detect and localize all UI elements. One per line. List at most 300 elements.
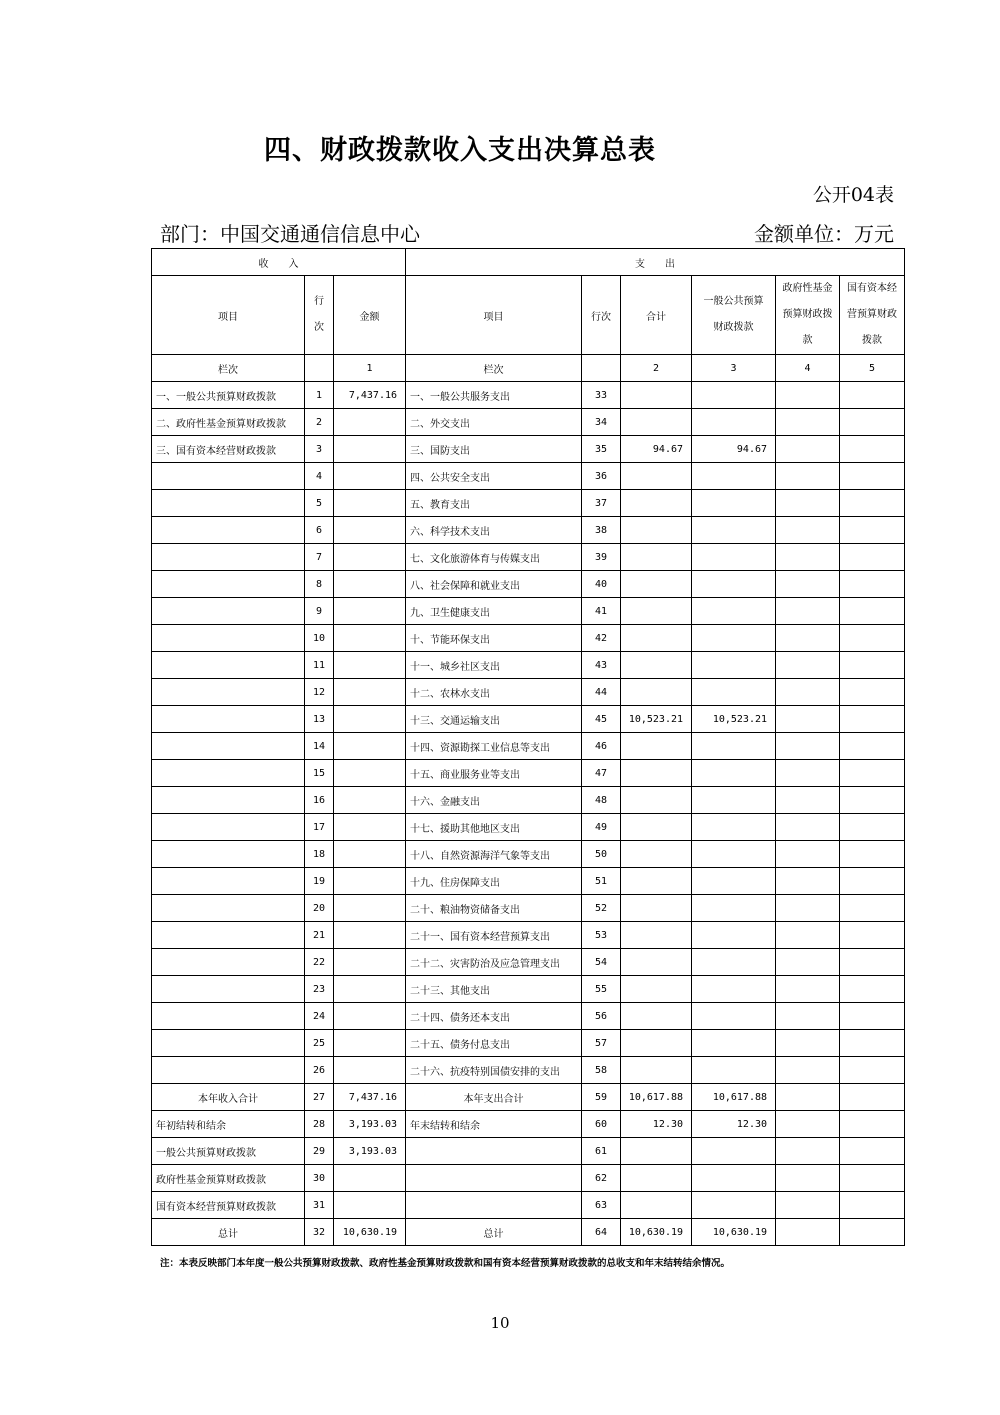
expense-total-cell bbox=[621, 787, 692, 814]
income-line-no-cell: 20 bbox=[305, 895, 334, 922]
income-item-cell bbox=[152, 490, 305, 517]
expense-item-cell: 十五、商业服务业等支出 bbox=[406, 760, 582, 787]
expense-fund-cell bbox=[776, 949, 840, 976]
expense-fund-cell bbox=[776, 1084, 840, 1111]
income-amount-cell bbox=[334, 1003, 406, 1030]
expense-state-cell bbox=[840, 895, 905, 922]
expense-general-cell bbox=[692, 922, 776, 949]
expense-total-cell bbox=[621, 949, 692, 976]
income-item-header: 项目 bbox=[152, 276, 305, 355]
income-line-no-cell: 11 bbox=[305, 652, 334, 679]
expense-state-cell bbox=[840, 679, 905, 706]
income-amount-cell bbox=[334, 436, 406, 463]
expense-state-cell bbox=[840, 1030, 905, 1057]
expense-fund-cell bbox=[776, 841, 840, 868]
income-amount-cell: 3,193.03 bbox=[334, 1111, 406, 1138]
expense-line-no-cell: 59 bbox=[582, 1084, 621, 1111]
table-row bbox=[152, 1003, 905, 1030]
expense-fund-cell bbox=[776, 1030, 840, 1057]
income-item-cell: 总计 bbox=[152, 1219, 305, 1246]
expense-state-cell bbox=[840, 409, 905, 436]
expense-line-no-cell: 50 bbox=[582, 841, 621, 868]
expense-item-cell: 一、一般公共服务支出 bbox=[406, 382, 582, 409]
expense-fund-cell bbox=[776, 1057, 840, 1084]
income-amount-cell bbox=[334, 598, 406, 625]
expense-general-cell bbox=[692, 517, 776, 544]
expense-general-cell bbox=[692, 1192, 776, 1219]
income-item-cell bbox=[152, 868, 305, 895]
income-amount-cell bbox=[334, 841, 406, 868]
income-line-no-cell: 25 bbox=[305, 1030, 334, 1057]
expense-general-cell: 94.67 bbox=[692, 436, 776, 463]
income-amount-cell bbox=[334, 625, 406, 652]
expense-item-cell: 四、公共安全支出 bbox=[406, 463, 582, 490]
col-index-label-2: 栏次 bbox=[406, 355, 582, 382]
income-amount-cell bbox=[334, 1192, 406, 1219]
page-number: 10 bbox=[490, 1314, 510, 1332]
expense-line-no-cell: 53 bbox=[582, 922, 621, 949]
income-line-no-cell: 32 bbox=[305, 1219, 334, 1246]
expense-total-cell bbox=[621, 571, 692, 598]
income-line-no-cell: 21 bbox=[305, 922, 334, 949]
expense-general-cell bbox=[692, 733, 776, 760]
expense-line-no-cell: 58 bbox=[582, 1057, 621, 1084]
income-item-cell: 一般公共预算财政拨款 bbox=[152, 1138, 305, 1165]
expense-total-cell bbox=[621, 976, 692, 1003]
income-item-cell bbox=[152, 976, 305, 1003]
income-line-no-cell: 9 bbox=[305, 598, 334, 625]
income-item-cell: 二、政府性基金预算财政拨款 bbox=[152, 409, 305, 436]
expense-line-no-cell: 60 bbox=[582, 1111, 621, 1138]
column-index-row bbox=[152, 355, 905, 382]
col-index-empty-2 bbox=[582, 355, 621, 382]
expense-general-cell: 10,630.19 bbox=[692, 1219, 776, 1246]
table-row bbox=[152, 841, 905, 868]
expense-item-cell: 十、节能环保支出 bbox=[406, 625, 582, 652]
income-item-cell bbox=[152, 571, 305, 598]
expense-state-cell bbox=[840, 1219, 905, 1246]
expense-fund-cell bbox=[776, 436, 840, 463]
expense-total-cell bbox=[621, 517, 692, 544]
table-row bbox=[152, 1219, 905, 1246]
col-index-3: 3 bbox=[692, 355, 776, 382]
unit-label: 金额单位：万元 bbox=[754, 222, 894, 246]
expense-total-cell: 12.30 bbox=[621, 1111, 692, 1138]
income-line-no-cell: 7 bbox=[305, 544, 334, 571]
col-index-4: 4 bbox=[776, 355, 840, 382]
expense-general-cell bbox=[692, 652, 776, 679]
income-item-cell bbox=[152, 841, 305, 868]
expense-state-cell bbox=[840, 1111, 905, 1138]
income-item-cell: 本年收入合计 bbox=[152, 1084, 305, 1111]
expense-general-cell bbox=[692, 1057, 776, 1084]
table-row bbox=[152, 382, 905, 409]
expense-state-cell bbox=[840, 571, 905, 598]
expense-general-cell bbox=[692, 976, 776, 1003]
expense-state-cell bbox=[840, 1084, 905, 1111]
expense-item-cell: 十九、住房保障支出 bbox=[406, 868, 582, 895]
expense-state-cell bbox=[840, 868, 905, 895]
income-amount-cell bbox=[334, 679, 406, 706]
col-index-label: 栏次 bbox=[152, 355, 305, 382]
expense-state-cell bbox=[840, 517, 905, 544]
income-line-no-cell: 31 bbox=[305, 1192, 334, 1219]
expense-item-cell: 三、国防支出 bbox=[406, 436, 582, 463]
expense-line-no-cell: 43 bbox=[582, 652, 621, 679]
income-item-cell: 三、国有资本经营财政拨款 bbox=[152, 436, 305, 463]
expense-total-cell: 10,630.19 bbox=[621, 1219, 692, 1246]
income-amount-cell bbox=[334, 814, 406, 841]
expense-general-cell bbox=[692, 571, 776, 598]
expense-total-cell bbox=[621, 733, 692, 760]
table-row bbox=[152, 1165, 905, 1192]
income-line-no-cell: 22 bbox=[305, 949, 334, 976]
table-row bbox=[152, 1084, 905, 1111]
expense-total-cell bbox=[621, 1138, 692, 1165]
income-line-no-cell: 23 bbox=[305, 976, 334, 1003]
income-item-cell bbox=[152, 1030, 305, 1057]
income-item-cell bbox=[152, 517, 305, 544]
expense-state-cell bbox=[840, 544, 905, 571]
expense-total-cell bbox=[621, 841, 692, 868]
expense-fund-cell bbox=[776, 382, 840, 409]
income-line-no-cell: 27 bbox=[305, 1084, 334, 1111]
income-amount-cell bbox=[334, 490, 406, 517]
expense-line-no-cell: 51 bbox=[582, 868, 621, 895]
expense-line-no-cell: 40 bbox=[582, 571, 621, 598]
income-amount-cell bbox=[334, 1030, 406, 1057]
expense-state-cell bbox=[840, 976, 905, 1003]
table-row bbox=[152, 625, 905, 652]
income-line-no-cell: 28 bbox=[305, 1111, 334, 1138]
col-index-5: 5 bbox=[840, 355, 905, 382]
expense-line-no-cell: 61 bbox=[582, 1138, 621, 1165]
income-line-no-cell: 16 bbox=[305, 787, 334, 814]
expense-state-cell bbox=[840, 463, 905, 490]
expense-item-cell: 年末结转和结余 bbox=[406, 1111, 582, 1138]
income-amount-cell bbox=[334, 895, 406, 922]
table-note: 注：本表反映部门本年度一般公共预算财政拨款、政府性基金预算财政拨款和国有资本经营预算财政拨款的总收支和年末结转结余情况。 bbox=[160, 1258, 731, 1269]
expense-fund-cell bbox=[776, 787, 840, 814]
income-amount-cell bbox=[334, 949, 406, 976]
income-item-cell bbox=[152, 814, 305, 841]
expense-total-cell bbox=[621, 625, 692, 652]
expense-line-no-cell: 38 bbox=[582, 517, 621, 544]
expense-line-no-cell: 57 bbox=[582, 1030, 621, 1057]
income-amount-cell bbox=[334, 544, 406, 571]
expense-line-no-cell: 48 bbox=[582, 787, 621, 814]
table-row bbox=[152, 814, 905, 841]
income-line-no-cell: 4 bbox=[305, 463, 334, 490]
expense-total-cell bbox=[621, 1030, 692, 1057]
table-row bbox=[152, 544, 905, 571]
expense-fund-cell bbox=[776, 409, 840, 436]
expense-general-cell bbox=[692, 1138, 776, 1165]
expense-line-no-cell: 34 bbox=[582, 409, 621, 436]
income-line-no-cell: 1 bbox=[305, 382, 334, 409]
department-label: 部门：中国交通通信信息中心 bbox=[160, 222, 420, 246]
expense-item-cell bbox=[406, 1165, 582, 1192]
expense-general-cell bbox=[692, 544, 776, 571]
income-line-no-cell: 18 bbox=[305, 841, 334, 868]
expense-line-no-cell: 49 bbox=[582, 814, 621, 841]
income-line-no-cell: 12 bbox=[305, 679, 334, 706]
income-amount-cell bbox=[334, 760, 406, 787]
table-row bbox=[152, 922, 905, 949]
expense-total-cell bbox=[621, 895, 692, 922]
income-line-no-cell: 26 bbox=[305, 1057, 334, 1084]
income-amount-cell bbox=[334, 1057, 406, 1084]
table-row bbox=[152, 1111, 905, 1138]
income-amount-cell bbox=[334, 571, 406, 598]
expense-fund-cell bbox=[776, 625, 840, 652]
income-amount-cell: 10,630.19 bbox=[334, 1219, 406, 1246]
table-row bbox=[152, 1030, 905, 1057]
expense-general-cell bbox=[692, 463, 776, 490]
expense-line-no-cell: 42 bbox=[582, 625, 621, 652]
expense-total-cell: 10,523.21 bbox=[621, 706, 692, 733]
expense-state-cell bbox=[840, 841, 905, 868]
expense-item-cell: 总计 bbox=[406, 1219, 582, 1246]
income-line-no-cell: 10 bbox=[305, 625, 334, 652]
expense-general-cell bbox=[692, 787, 776, 814]
expense-state-cell bbox=[840, 922, 905, 949]
expense-general-cell bbox=[692, 598, 776, 625]
expense-item-cell: 二十六、抗疫特别国债安排的支出 bbox=[406, 1057, 582, 1084]
table-row bbox=[152, 706, 905, 733]
income-item-cell bbox=[152, 463, 305, 490]
budget-summary-table bbox=[151, 248, 905, 1246]
expense-state-cell bbox=[840, 382, 905, 409]
expense-fund-cell bbox=[776, 1219, 840, 1246]
expense-fund-cell bbox=[776, 733, 840, 760]
expense-state-cell bbox=[840, 625, 905, 652]
expense-state-cell bbox=[840, 652, 905, 679]
table-row bbox=[152, 976, 905, 1003]
section-header-row bbox=[152, 249, 905, 276]
state-capital-header bbox=[840, 276, 905, 355]
page-title: 四、财政拨款收入支出决算总表 bbox=[264, 135, 656, 166]
expense-line-no-cell: 62 bbox=[582, 1165, 621, 1192]
income-line-no-cell: 6 bbox=[305, 517, 334, 544]
expense-total-cell: 10,617.88 bbox=[621, 1084, 692, 1111]
expense-item-header: 项目 bbox=[406, 276, 582, 355]
income-item-cell bbox=[152, 949, 305, 976]
expense-total-cell bbox=[621, 463, 692, 490]
income-amount-cell bbox=[334, 976, 406, 1003]
expense-item-cell: 十八、自然资源海洋气象等支出 bbox=[406, 841, 582, 868]
table-row bbox=[152, 1138, 905, 1165]
expense-state-cell bbox=[840, 1138, 905, 1165]
expense-general-cell bbox=[692, 814, 776, 841]
table-row bbox=[152, 463, 905, 490]
income-line-no-cell: 2 bbox=[305, 409, 334, 436]
expense-state-cell bbox=[840, 949, 905, 976]
expense-fund-cell bbox=[776, 463, 840, 490]
expense-general-cell bbox=[692, 382, 776, 409]
table-row bbox=[152, 598, 905, 625]
expense-fund-cell bbox=[776, 544, 840, 571]
expense-item-cell: 二十五、债务付息支出 bbox=[406, 1030, 582, 1057]
expense-total-cell bbox=[621, 1165, 692, 1192]
expense-line-no-cell: 56 bbox=[582, 1003, 621, 1030]
income-line-header bbox=[305, 276, 334, 355]
expense-line-no-cell: 33 bbox=[582, 382, 621, 409]
table-row bbox=[152, 652, 905, 679]
expense-item-cell bbox=[406, 1192, 582, 1219]
expense-total-cell bbox=[621, 679, 692, 706]
expense-general-cell bbox=[692, 1165, 776, 1192]
expense-line-header: 行次 bbox=[582, 276, 621, 355]
expense-general-cell: 10,617.88 bbox=[692, 1084, 776, 1111]
expense-item-cell: 十二、农林水支出 bbox=[406, 679, 582, 706]
fund-budget-header bbox=[776, 276, 840, 355]
form-number: 公开04表 bbox=[812, 184, 894, 206]
table-row bbox=[152, 787, 905, 814]
expense-fund-cell bbox=[776, 895, 840, 922]
income-line-no-cell: 8 bbox=[305, 571, 334, 598]
general-budget-header bbox=[692, 276, 776, 355]
expense-state-cell bbox=[840, 598, 905, 625]
expense-line-no-cell: 63 bbox=[582, 1192, 621, 1219]
expense-fund-cell bbox=[776, 652, 840, 679]
income-line-no-cell: 14 bbox=[305, 733, 334, 760]
income-section-header: 收 入 bbox=[152, 249, 406, 276]
table-row bbox=[152, 517, 905, 544]
income-item-cell bbox=[152, 598, 305, 625]
expense-total-cell bbox=[621, 922, 692, 949]
expense-state-cell bbox=[840, 490, 905, 517]
income-line-no-cell: 3 bbox=[305, 436, 334, 463]
expense-total-cell bbox=[621, 490, 692, 517]
fund-budget-header-text: 政府性基金预算财政拨款 bbox=[782, 283, 833, 346]
expense-fund-cell bbox=[776, 1192, 840, 1219]
expense-total-cell bbox=[621, 814, 692, 841]
table-row bbox=[152, 733, 905, 760]
income-amount-cell: 3,193.03 bbox=[334, 1138, 406, 1165]
income-line-no-cell: 19 bbox=[305, 868, 334, 895]
expense-item-cell: 七、文化旅游体育与传媒支出 bbox=[406, 544, 582, 571]
expense-item-cell: 二、外交支出 bbox=[406, 409, 582, 436]
expense-general-cell bbox=[692, 679, 776, 706]
expense-fund-cell bbox=[776, 1165, 840, 1192]
expense-general-cell bbox=[692, 760, 776, 787]
expense-fund-cell bbox=[776, 922, 840, 949]
expense-state-cell bbox=[840, 787, 905, 814]
expense-item-cell: 二十、粮油物资储备支出 bbox=[406, 895, 582, 922]
income-item-cell bbox=[152, 544, 305, 571]
expense-general-cell bbox=[692, 625, 776, 652]
expense-state-cell bbox=[840, 1192, 905, 1219]
expense-fund-cell bbox=[776, 598, 840, 625]
expense-general-cell bbox=[692, 1003, 776, 1030]
income-item-cell bbox=[152, 922, 305, 949]
expense-state-cell bbox=[840, 1165, 905, 1192]
expense-line-no-cell: 37 bbox=[582, 490, 621, 517]
table-row bbox=[152, 895, 905, 922]
income-amount-cell bbox=[334, 787, 406, 814]
income-line-no-cell: 5 bbox=[305, 490, 334, 517]
income-amount-header: 金额 bbox=[334, 276, 406, 355]
expense-total-cell bbox=[621, 652, 692, 679]
expense-line-no-cell: 55 bbox=[582, 976, 621, 1003]
expense-total-cell bbox=[621, 1057, 692, 1084]
expense-item-cell: 二十四、债务还本支出 bbox=[406, 1003, 582, 1030]
expense-total-cell bbox=[621, 598, 692, 625]
expense-section-header: 支 出 bbox=[406, 249, 905, 276]
expense-item-cell: 本年支出合计 bbox=[406, 1084, 582, 1111]
expense-fund-cell bbox=[776, 1138, 840, 1165]
column-header-row bbox=[152, 276, 905, 355]
expense-line-no-cell: 54 bbox=[582, 949, 621, 976]
income-line-no-cell: 13 bbox=[305, 706, 334, 733]
income-amount-cell bbox=[334, 652, 406, 679]
expense-item-cell: 二十一、国有资本经营预算支出 bbox=[406, 922, 582, 949]
expense-total-cell bbox=[621, 1003, 692, 1030]
expense-general-cell: 12.30 bbox=[692, 1111, 776, 1138]
expense-fund-cell bbox=[776, 571, 840, 598]
expense-general-cell bbox=[692, 1030, 776, 1057]
income-item-cell bbox=[152, 679, 305, 706]
expense-state-cell bbox=[840, 1003, 905, 1030]
income-amount-cell bbox=[334, 463, 406, 490]
col-index-2: 2 bbox=[621, 355, 692, 382]
income-line-no-cell: 17 bbox=[305, 814, 334, 841]
income-item-cell bbox=[152, 760, 305, 787]
expense-general-cell bbox=[692, 490, 776, 517]
expense-item-cell bbox=[406, 1138, 582, 1165]
expense-total-cell: 94.67 bbox=[621, 436, 692, 463]
expense-item-cell: 六、科学技术支出 bbox=[406, 517, 582, 544]
general-budget-header-text: 一般公共预算财政拨款 bbox=[703, 296, 764, 333]
expense-state-cell bbox=[840, 436, 905, 463]
income-amount-cell bbox=[334, 868, 406, 895]
expense-fund-cell bbox=[776, 868, 840, 895]
income-item-cell bbox=[152, 787, 305, 814]
expense-fund-cell bbox=[776, 706, 840, 733]
income-line-no-cell: 29 bbox=[305, 1138, 334, 1165]
col-index-empty bbox=[305, 355, 334, 382]
expense-line-no-cell: 44 bbox=[582, 679, 621, 706]
expense-line-no-cell: 41 bbox=[582, 598, 621, 625]
expense-total-cell bbox=[621, 868, 692, 895]
expense-item-cell: 十四、资源勘探工业信息等支出 bbox=[406, 733, 582, 760]
expense-general-cell bbox=[692, 409, 776, 436]
expense-state-cell bbox=[840, 733, 905, 760]
income-line-no-cell: 30 bbox=[305, 1165, 334, 1192]
expense-item-cell: 九、卫生健康支出 bbox=[406, 598, 582, 625]
expense-fund-cell bbox=[776, 760, 840, 787]
table-row bbox=[152, 490, 905, 517]
income-line-header-text: 行次 bbox=[314, 296, 324, 333]
expense-total-cell bbox=[621, 382, 692, 409]
expense-general-cell bbox=[692, 841, 776, 868]
expense-line-no-cell: 46 bbox=[582, 733, 621, 760]
table-row bbox=[152, 679, 905, 706]
expense-total-cell bbox=[621, 409, 692, 436]
expense-total-cell bbox=[621, 760, 692, 787]
income-amount-cell: 7,437.16 bbox=[334, 382, 406, 409]
income-amount-cell: 7,437.16 bbox=[334, 1084, 406, 1111]
income-line-no-cell: 24 bbox=[305, 1003, 334, 1030]
income-item-cell bbox=[152, 895, 305, 922]
expense-fund-cell bbox=[776, 814, 840, 841]
expense-general-cell: 10,523.21 bbox=[692, 706, 776, 733]
expense-total-cell bbox=[621, 544, 692, 571]
expense-state-cell bbox=[840, 706, 905, 733]
expense-fund-cell bbox=[776, 976, 840, 1003]
expense-general-cell bbox=[692, 949, 776, 976]
